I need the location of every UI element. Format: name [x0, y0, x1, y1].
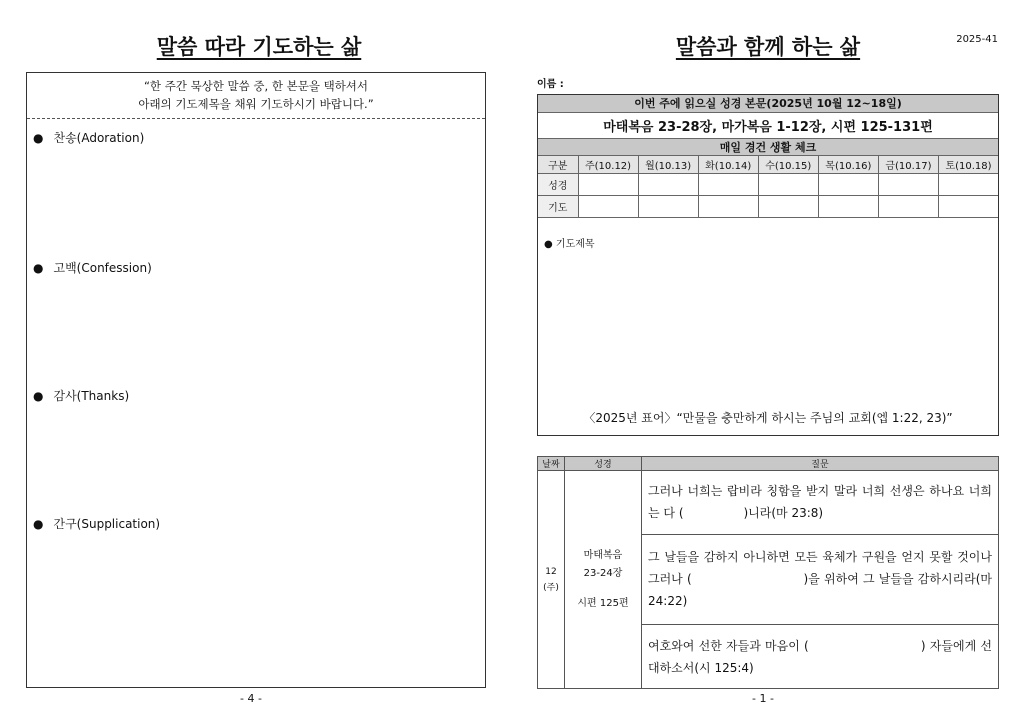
bible-chapters: 23-24장	[583, 567, 623, 579]
bullet-icon: ●	[33, 389, 44, 403]
question-1: 그러나 너희는 랍비라 칭함을 받지 말라 너희 선생은 하나요 너희는 다 ( )니라(마 23:8)	[642, 471, 999, 535]
bible-book: 마태복음	[583, 549, 623, 561]
check-cell[interactable]	[878, 195, 938, 217]
col-header-bible: 성경	[565, 457, 642, 471]
question-2: 그 날들을 감하지 아니하면 모든 육체가 구원을 얻지 못할 것이나 그러나 ( )을 위하여 그 날들을 감하시리라(마 24:22)	[642, 534, 999, 624]
instruction-text	[27, 73, 485, 119]
prayer-check-row	[538, 195, 998, 217]
day-fri: 금(10.17)	[878, 155, 938, 173]
reading-header: 이번 주에 읽으실 성경 본문(2025년 10월 12~18일)	[538, 95, 998, 112]
bullet-icon: ●	[33, 517, 44, 531]
check-header: 매일 경건 생활 체크	[538, 138, 998, 155]
right-page-number: - 1 -	[752, 692, 774, 705]
date-weekday: (주)	[543, 582, 559, 593]
day-sat: 토(10.18)	[938, 155, 998, 173]
weekly-reading-box	[537, 94, 999, 436]
check-cell[interactable]	[698, 195, 758, 217]
right-page-title: 말씀과 함께 하는 삶	[675, 35, 861, 59]
left-page-number: - 4 -	[240, 692, 262, 705]
bible-cell	[565, 471, 642, 689]
check-cell[interactable]	[698, 173, 758, 195]
section-supplication	[33, 515, 160, 532]
document-number: 2025-41	[956, 34, 998, 45]
section-adoration	[33, 129, 144, 146]
section-label: 감사(Thanks)	[53, 389, 130, 403]
row-label: 성경	[538, 173, 578, 195]
check-cell[interactable]	[758, 195, 818, 217]
day-wed: 수(10.15)	[758, 155, 818, 173]
name-field-label: 이름 :	[537, 79, 564, 90]
section-confession	[33, 259, 152, 276]
left-page-title: 말씀 따라 기도하는 삶	[156, 35, 362, 59]
instruction-line-1: “한 주간 묵상한 말씀 중, 한 본문을 택하셔서	[143, 79, 369, 93]
check-cell[interactable]	[578, 195, 638, 217]
date-day: 12	[545, 566, 557, 577]
col-header-question: 질문	[642, 457, 999, 471]
row-label: 기도	[538, 195, 578, 217]
day-sun: 주(10.12)	[578, 155, 638, 173]
section-label: 간구(Supplication)	[53, 517, 161, 531]
day-mon: 월(10.13)	[638, 155, 698, 173]
question-3: 여호와여 선한 자들과 마음이 ( ) 자들에게 선대하소서(시 125:4)	[642, 625, 999, 689]
bullet-icon: ●	[33, 261, 44, 275]
bullet-icon: ●	[33, 131, 44, 145]
date-cell	[538, 471, 565, 689]
check-cell[interactable]	[578, 173, 638, 195]
check-cell[interactable]	[638, 195, 698, 217]
bible-check-row	[538, 173, 998, 195]
col-header-date: 날짜	[538, 457, 565, 471]
reading-passage: 마태복음 23-28장, 마가복음 1-12장, 시편 125-131편	[538, 112, 998, 138]
check-cell[interactable]	[878, 173, 938, 195]
check-cell[interactable]	[638, 173, 698, 195]
check-cell[interactable]	[818, 173, 878, 195]
section-label: 찬송(Adoration)	[53, 131, 145, 145]
check-cell[interactable]	[938, 195, 998, 217]
instruction-line-2: 아래의 기도제목을 채워 기도하시기 바랍니다.”	[138, 97, 374, 111]
section-thanks	[33, 387, 129, 404]
day-thu: 목(10.16)	[818, 155, 878, 173]
bible-psalm: 시편 125편	[577, 597, 629, 609]
annual-motto: 〈2025년 표어〉“만물을 충만하게 하시는 주님의 교회(엡 1:22, 23)”	[583, 411, 953, 425]
section-label: 고백(Confession)	[53, 261, 152, 275]
question-table	[537, 456, 999, 689]
check-cell[interactable]	[938, 173, 998, 195]
reading-check-table	[538, 95, 998, 218]
day-tue: 화(10.14)	[698, 155, 758, 173]
days-label: 구분	[538, 155, 578, 173]
prayer-worksheet-box	[26, 72, 486, 688]
check-cell[interactable]	[758, 173, 818, 195]
prayer-topics-label: ● 기도제목	[544, 239, 595, 250]
check-cell[interactable]	[818, 195, 878, 217]
